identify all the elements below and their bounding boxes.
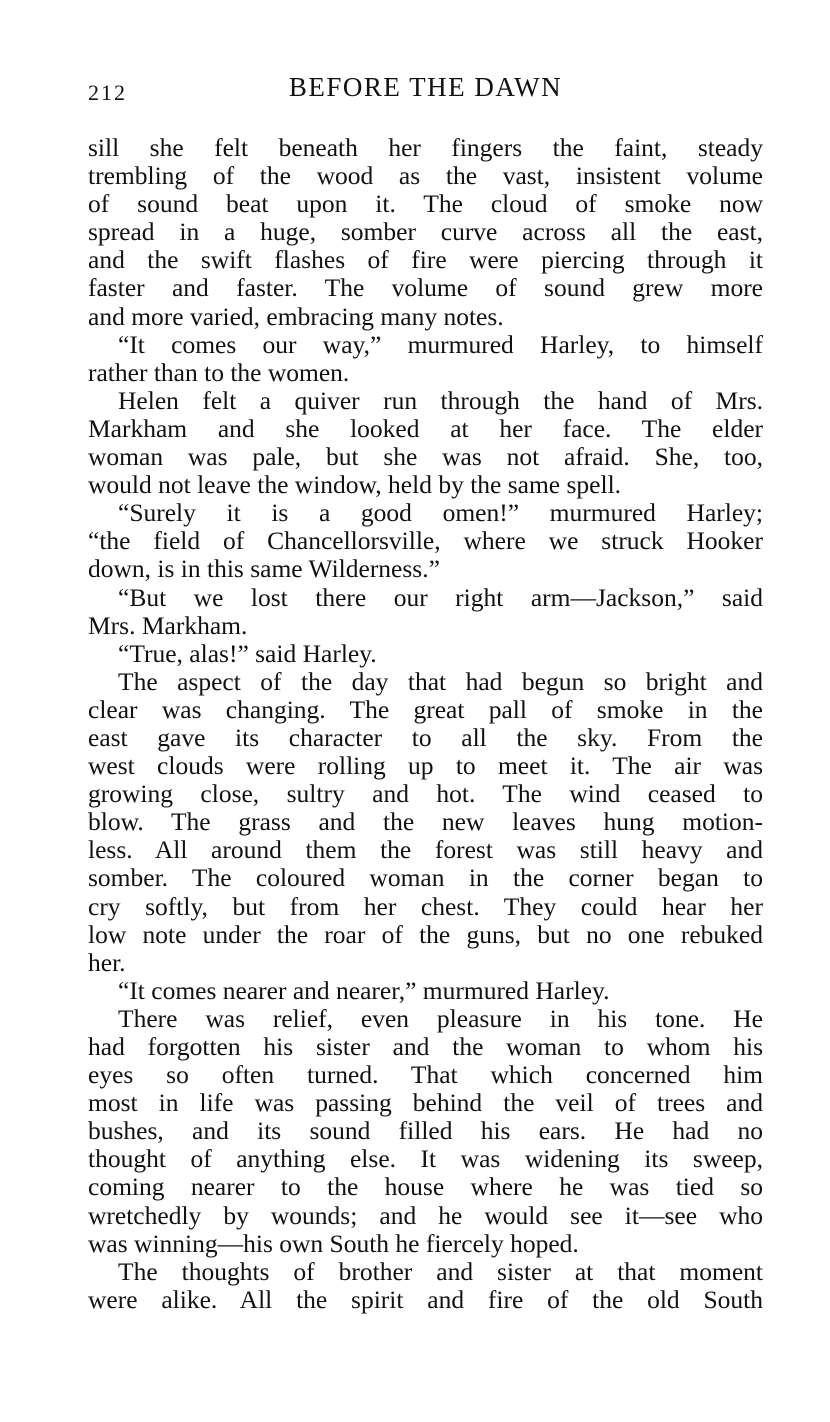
text-line: The aspect of the day that had begun so bright and — [118, 666, 763, 696]
text-line: east gave its character to all the sky. From the — [88, 722, 763, 752]
text-line: of sound beat upon it. The cloud of smoke now — [88, 189, 763, 219]
text-line: had forgotten his sister and the woman to whom his — [88, 1032, 763, 1061]
text-line: most in life was passing behind the veil of trees and — [88, 1088, 763, 1118]
text-line: The thoughts of brother and sister at that moment — [118, 1256, 763, 1286]
text-line: thought of anything else. It was widening its sweep, — [88, 1144, 763, 1174]
text-line: trembling of the wood as the vast, insistent volume — [88, 161, 763, 191]
text-line: low note under the roar of the guns, but no one rebuked — [88, 919, 763, 949]
text-line: less. All around them the forest was still heavy and — [88, 835, 763, 865]
text-line: eyes so often turned. That which concerned him — [88, 1060, 763, 1090]
page-number: 212 — [88, 80, 127, 105]
text-line: bushes, and its sound filled his ears. He had no — [88, 1116, 763, 1146]
text-line: west clouds were rolling up to meet it. The air was — [88, 751, 763, 781]
text-line: down, is in this same Wilderness.” — [88, 554, 440, 584]
text-line: would not leave the window, held by the same spell. — [88, 470, 622, 500]
text-line: “Surely it is a good omen!” murmured Harley; — [118, 498, 763, 528]
text-line: somber. The coloured woman in the corner began to — [88, 863, 763, 893]
text-line: “It comes nearer and nearer,” murmured Harley. — [118, 975, 610, 1005]
text-line: was winning—his own South he fiercely hoped. — [88, 1228, 579, 1258]
text-line: spread in a huge, somber curve across all the east, — [88, 217, 763, 247]
text-line: faster and faster. The volume of sound grew more — [88, 273, 763, 303]
text-line: Mrs. Markham. — [88, 610, 248, 640]
text-line: wretchedly by wounds; and he would see it—see who — [88, 1200, 763, 1230]
text-line: her. — [88, 947, 126, 977]
text-line: “True, alas!” said Harley. — [118, 638, 377, 668]
text-line: sill she felt beneath her fingers the faint, steady — [88, 133, 763, 162]
text-line: cry softly, but from her chest. They could hear her — [88, 891, 763, 921]
text-line: and more varied, embracing many notes. — [88, 301, 504, 331]
text-line: coming nearer to the house where he was tied so — [88, 1172, 763, 1202]
text-line: Markham and she looked at her face. The elder — [88, 413, 763, 443]
text-line: “It comes our way,” murmured Harley, to himself — [118, 329, 763, 359]
page-header — [88, 72, 763, 106]
text-line: “the field of Chancellorsville, where we struck Hooker — [88, 526, 763, 556]
text-line: rather than to the women. — [88, 357, 350, 387]
text-line: were alike. All the spirit and fire of the old South — [88, 1284, 763, 1314]
text-line: Helen felt a quiver run through the hand of Mrs. — [118, 385, 763, 415]
text-line: woman was pale, but she was not afraid. She, too, — [88, 442, 763, 472]
running-head: BEFORE THE DAWN — [288, 72, 563, 102]
body-text — [88, 134, 763, 1314]
text-line: clear was changing. The great pall of smoke in the — [88, 694, 763, 724]
text-line: blow. The grass and the new leaves hung motion- — [88, 807, 763, 837]
text-line: “But we lost there our right arm—Jackson,” said — [118, 582, 763, 612]
text-line: growing close, sultry and hot. The wind ceased to — [88, 779, 763, 809]
text-line: There was relief, even pleasure in his tone. He — [118, 1003, 763, 1033]
text-line: and the swift flashes of fire were piercing through it — [88, 245, 763, 275]
